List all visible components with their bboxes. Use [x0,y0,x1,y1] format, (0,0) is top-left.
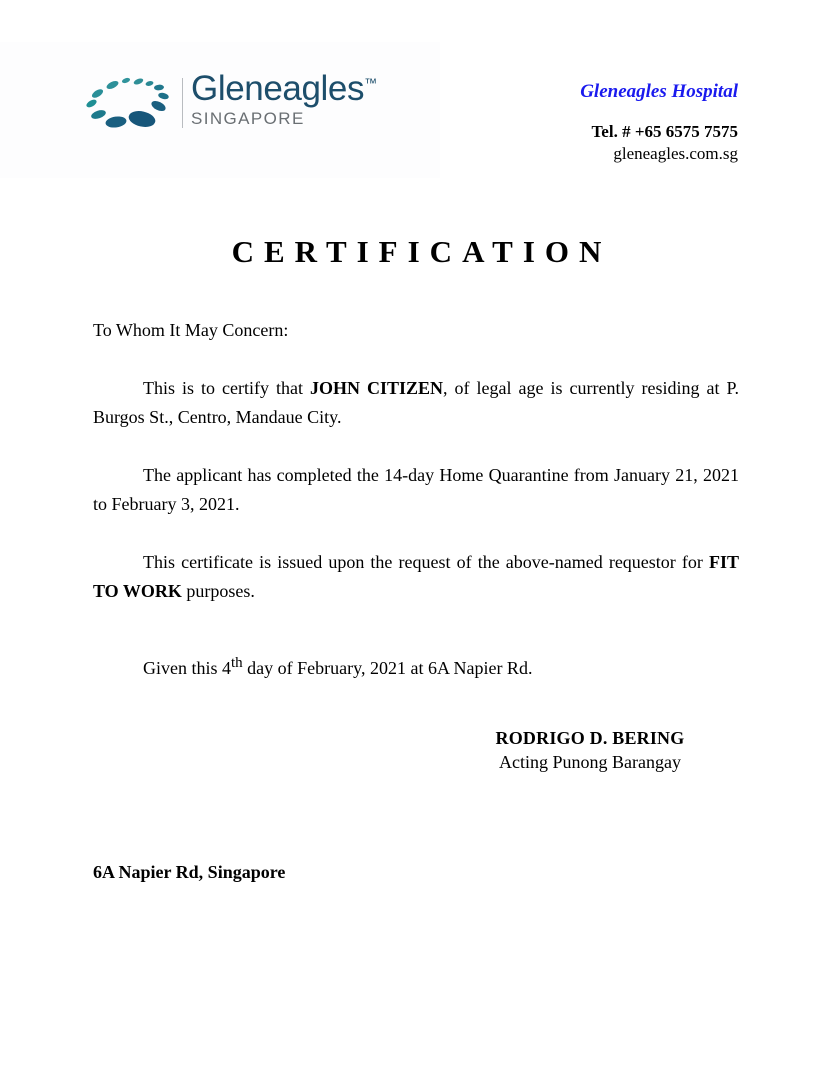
paragraph-given-date [93,649,739,683]
certified-person-name: JOHN CITIZEN [310,378,444,398]
salutation: To Whom It May Concern: [93,320,289,340]
gleneagles-ring-mark-icon [86,72,170,134]
signature-block [420,726,760,775]
logo-wordmark [191,70,377,129]
footer-address: 6A Napier Rd, Singapore [93,862,286,882]
purpose-suffix: purposes. [181,581,255,601]
hospital-name: Gleneagles Hospital [580,81,738,102]
given-day: 4 [222,658,231,678]
paragraph-purpose [93,548,739,606]
logo-subtitle: SINGAPORE [191,109,305,128]
given-suffix: day of February, 2021 at 6A Napier Rd. [242,658,533,678]
document-body [93,316,739,701]
certify-prefix: This is to certify that [143,378,310,398]
document-header [0,0,833,178]
hospital-telephone: Tel. # +65 6575 7575 [591,122,738,141]
document-title: CERTIFICATION [231,234,612,269]
given-prefix: Given this [143,658,222,678]
signatory-name: RODRIGO D. BERING [495,728,685,748]
given-day-ordinal: th [231,655,243,671]
logo-brand-text: Gleneagles [191,69,365,108]
logo-divider [182,78,183,128]
gleneagles-logo [86,69,377,142]
trademark-icon: ™ [364,75,377,91]
certify-suffix: , of legal age is currently residing at P. Burgos St., Centro, Mandaue City. [93,378,739,427]
purpose-highlight: FIT TO WORK [93,552,739,601]
logo-brand-name [191,70,377,108]
header-contact-block [398,80,738,165]
paragraph-certify [93,374,739,432]
paragraph-quarantine: The applicant has completed the 14-day Home Quarantine from January 21, 2021 to February 3, 2021. [93,465,739,514]
signatory-role: Acting Punong Barangay [499,752,681,772]
purpose-prefix: This certificate is issued upon the request of the above-named requestor for [143,552,709,572]
hospital-website: gleneagles.com.sg [613,144,738,163]
